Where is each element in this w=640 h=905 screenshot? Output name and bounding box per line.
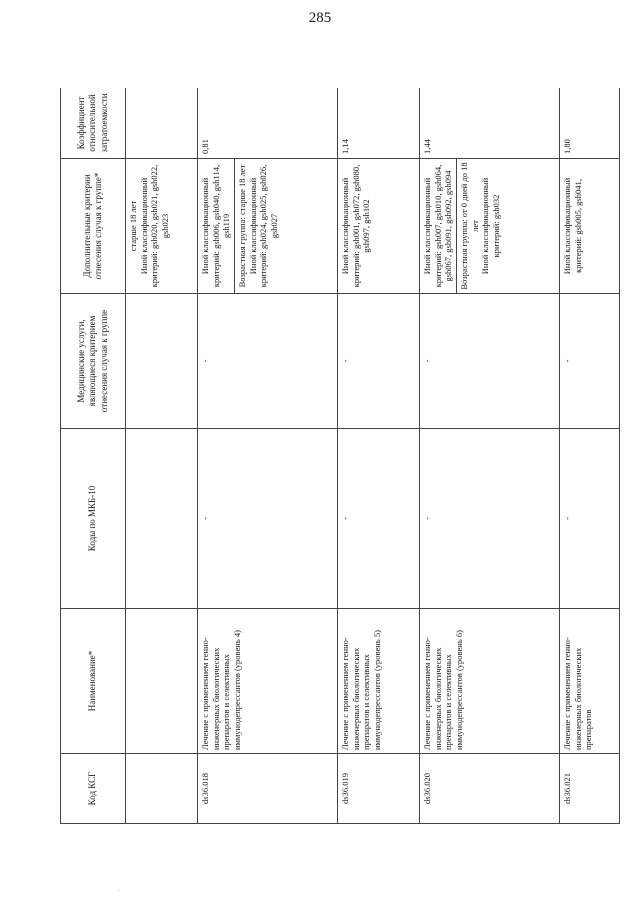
table-frame (60, 88, 620, 824)
header-row (61, 88, 126, 824)
mkb-codes: - (338, 429, 420, 609)
criteria-item: Возрастная группа: от 0 дней до 18 лет Иной классификационный критерий: gsh032 (456, 159, 504, 293)
cost-coefficient: 1,14 (338, 88, 420, 159)
medical-services: - (338, 294, 420, 429)
cell-mkb (126, 429, 198, 609)
cost-coefficient: 1,44 (420, 88, 560, 159)
table-row-continuation (126, 88, 198, 824)
header-mkb: Коды по МКБ-10 (61, 429, 126, 609)
criteria-item: Иной классификационный критерий: gsh001, gsh072, gsh080, gsh097, gsh102 (340, 164, 372, 288)
cell-services (126, 294, 198, 429)
extra-criteria (560, 159, 620, 294)
criteria-text: старше 18 лет Иной классификационный критерий: gsh020, gsh021, gsh022, gsh023 (128, 164, 170, 288)
medical-services: - (560, 294, 620, 429)
ksg-code: ds36.018 (198, 754, 338, 824)
ksg-name: Лечение с применением генно-инженерных биологических препаратов и селективных иммунодепрессантов (уровень 5) (338, 609, 420, 754)
medical-services: - (198, 294, 338, 429)
header-criteria: Дополнительные критерии отнесения случая к группе* (61, 159, 126, 294)
mkb-codes: - (198, 429, 338, 609)
table-row (198, 88, 338, 824)
ksg-table (60, 88, 620, 824)
table-row (338, 88, 420, 824)
ksg-code: ds36.019 (338, 754, 420, 824)
criteria-item: Иной классификационный критерий: gsh007, gsh010, gsh064, gsh067, gsh091, gsh092, gsh094 (422, 164, 454, 288)
cost-coefficient: 1,80 (560, 88, 620, 159)
cell-coef (126, 88, 198, 159)
criteria-item: Возрастная группа: старше 18 лет Иной классификационный критерий: gsh024, gsh025, gsh026, gsh027 (234, 159, 282, 293)
cost-coefficient: 0,81 (198, 88, 338, 159)
ksg-code: ds36.020 (420, 754, 560, 824)
criteria-item: Иной классификационный критерий: gsh005, gsh041, (562, 177, 583, 275)
cell-name (126, 609, 198, 754)
table-row (560, 88, 620, 824)
mkb-codes: - (420, 429, 560, 609)
extra-criteria (338, 159, 420, 294)
table-row (420, 88, 560, 824)
header-coef: Коэффициент относительной затратоемкости (61, 88, 126, 159)
cell-code (126, 754, 198, 824)
extra-criteria (420, 159, 560, 294)
ksg-name: Лечение с применением генно-инженерных биологических препаратов и селективных иммунодепрессантов (уровень 6) (420, 609, 560, 754)
mkb-codes: - (560, 429, 620, 609)
scan-mark: · (118, 888, 120, 894)
page-number: 285 (308, 10, 332, 26)
ksg-name: Лечение с применением генно-инженерных биологических препаратов (560, 609, 620, 754)
cell-criteria (126, 159, 198, 294)
header-name: Наименование* (61, 609, 126, 754)
header-services: Медицинские услуги, являющиеся критерием отнесения случая к группе (61, 294, 126, 429)
criteria-item: Иной классификационный критерий: gsh006, gsh040, gsh114, gsh119 (200, 164, 232, 288)
ksg-code: ds36.021 (560, 754, 620, 824)
ksg-name: Лечение с применением генно-инженерных биологических препаратов и селективных иммунодепрессантов (уровень 4) (198, 609, 338, 754)
extra-criteria (198, 159, 338, 294)
medical-services: - (420, 294, 560, 429)
header-code: Код КСГ (61, 754, 126, 824)
rotated-sheet (60, 88, 620, 824)
